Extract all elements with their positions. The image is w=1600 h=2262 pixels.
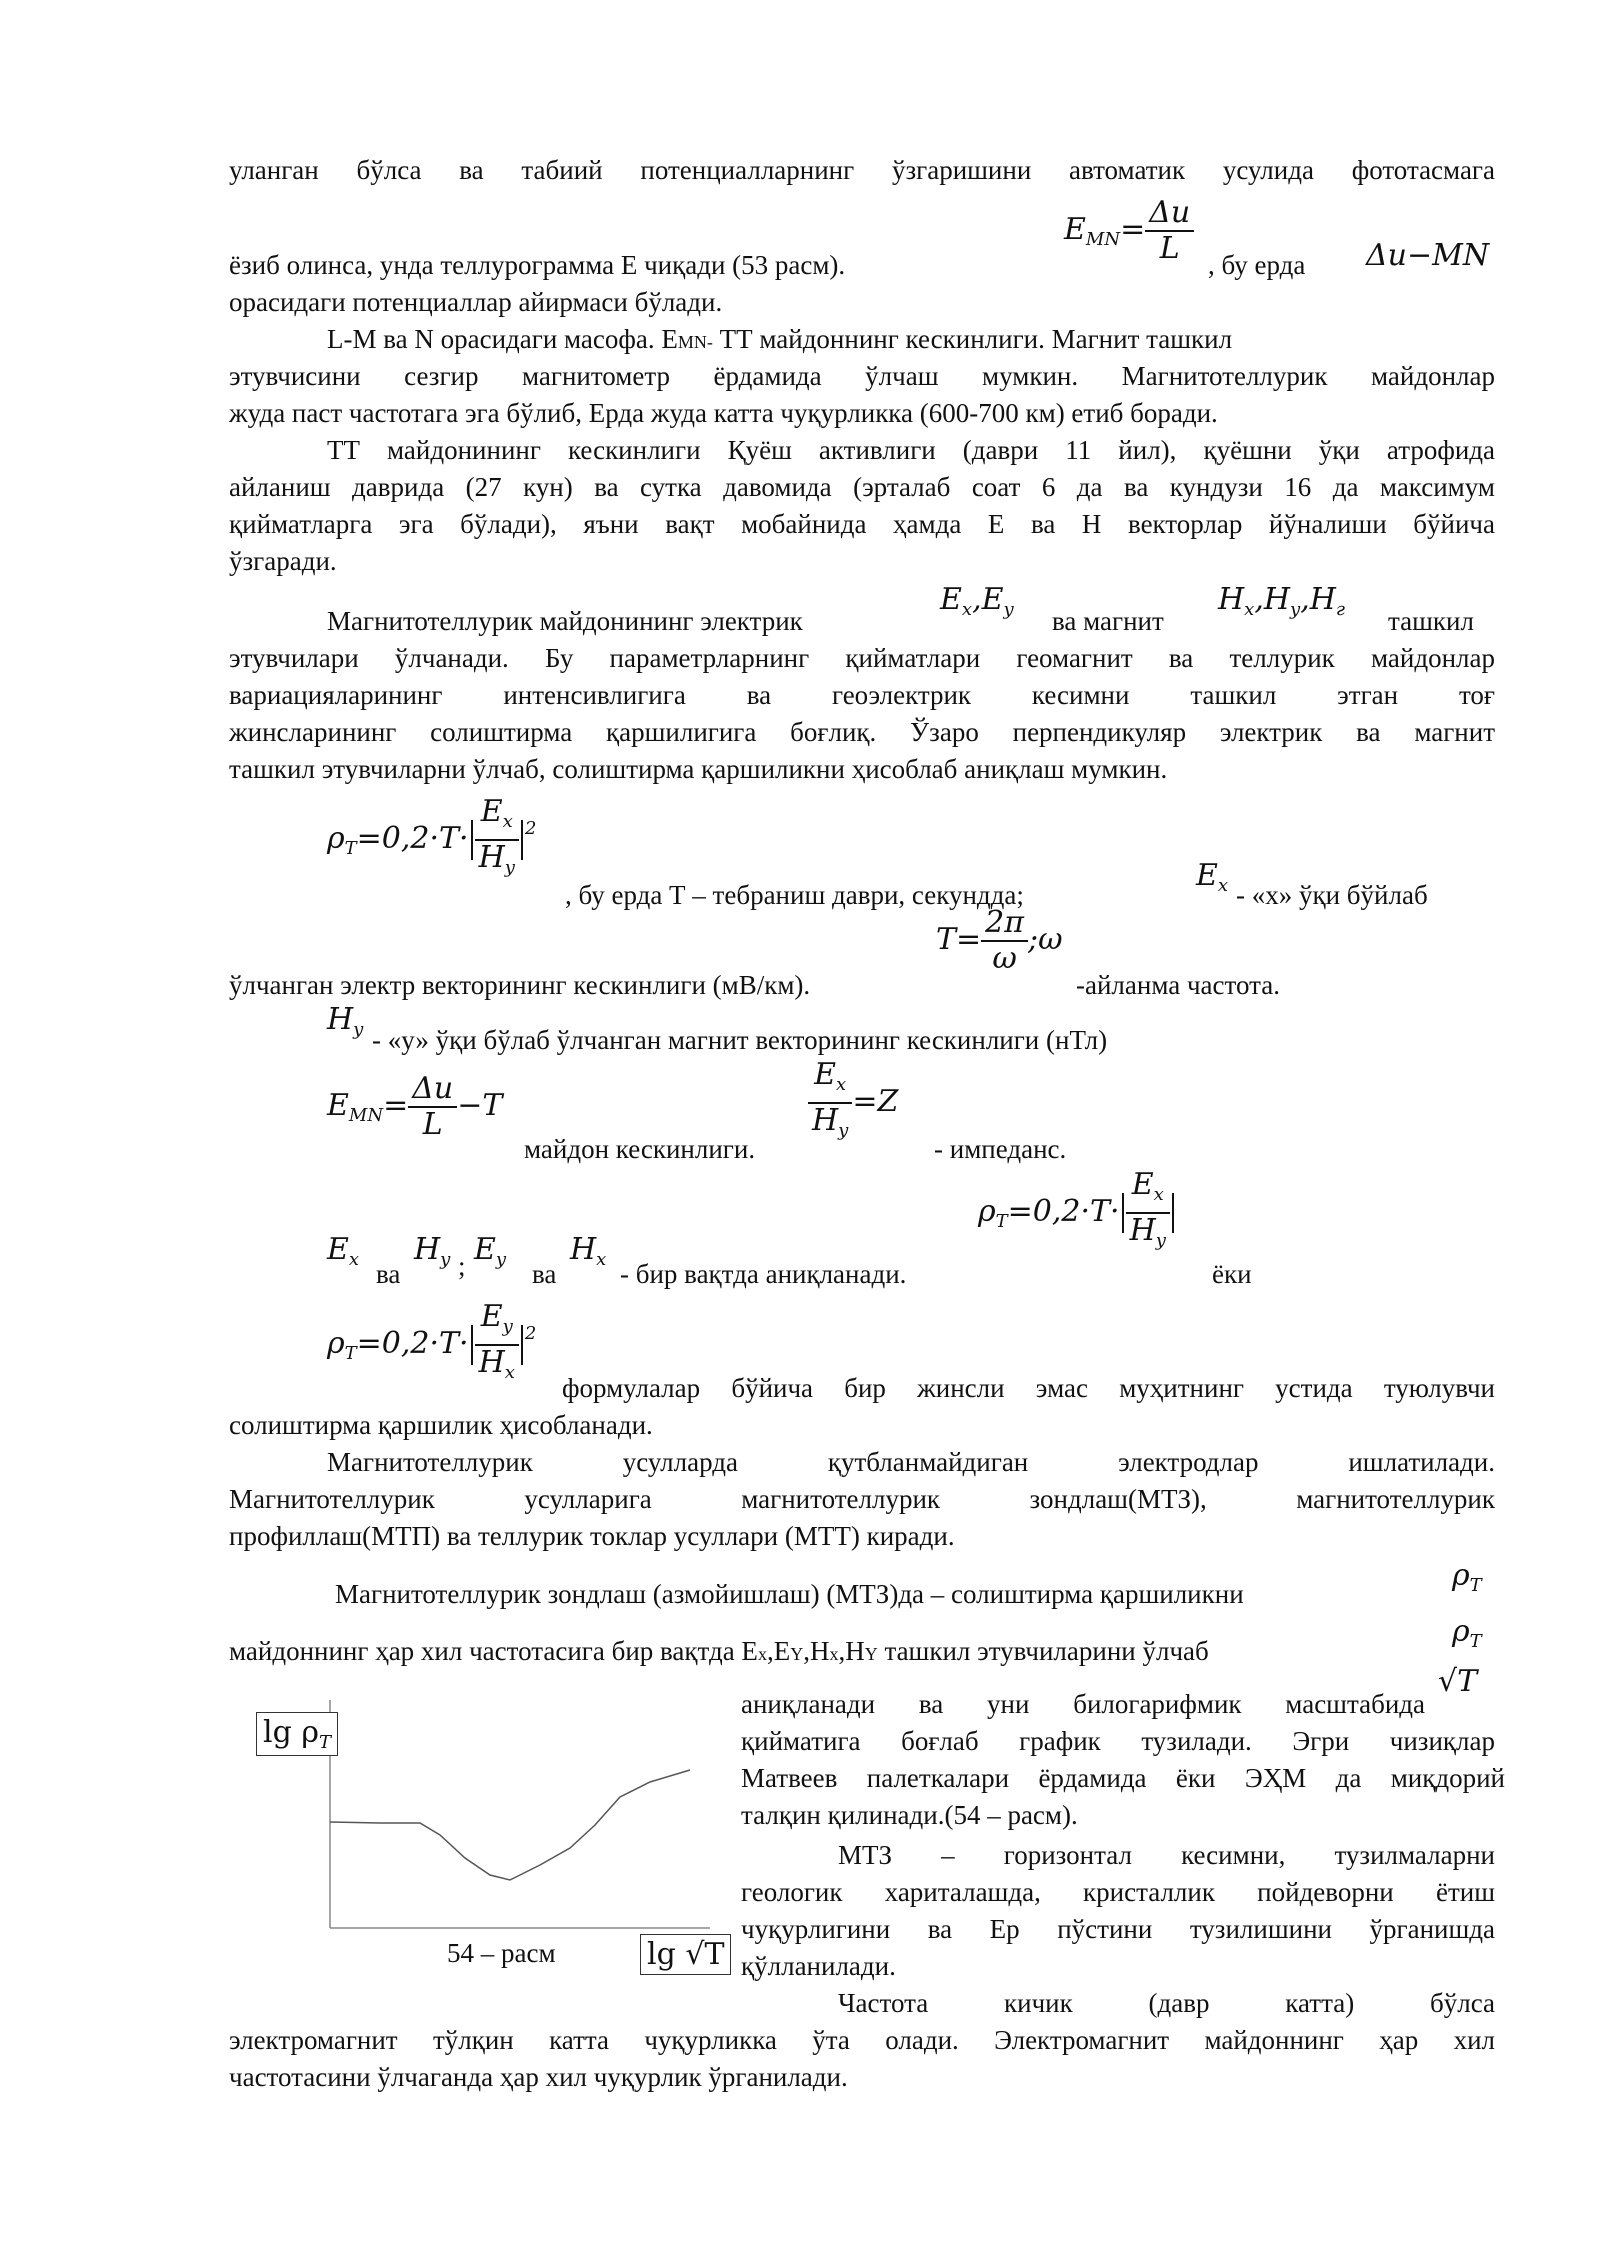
- text-line: МТЗ – горизонтал кесимни, тузилмаларни: [838, 1840, 1495, 1870]
- formula-hx: $H_x$: [570, 1232, 607, 1270]
- text-line: қийматларга эга бўлади), яъни вақт мобайнида ҳамда Е ва Н векторлар йўналиши бўйича: [229, 509, 1495, 539]
- formula-hy-2: $H_y$: [414, 1232, 451, 1270]
- text-line: ўлчанган электр векторининг кескинлиги (мВ/км).: [229, 970, 811, 1000]
- text-line: Магнитотеллурик майдонининг электрик: [327, 606, 803, 636]
- text-line: ТТ майдонининг кескинлиги Қуёш активлиги (даври 11 йил), қуёшни ўқи атрофида: [327, 435, 1495, 465]
- text-line: , бу ерда: [1208, 250, 1306, 280]
- text-line: жинсларининг солиштирма қаршилигига боғлиқ. Ўзаро перпендикуляр электрик ва магнит: [229, 717, 1495, 747]
- formula-rho-t-ey-hx-sq: $\rho_T=0,2\cdot T\cdot$ $\frac{E_y}{H_x}$ $^2$: [327, 1299, 537, 1383]
- formula-rho-t-2: $\rho_T$: [1452, 1614, 1482, 1652]
- y-axis-label: $\lg \rho_T$: [256, 1712, 338, 1756]
- text-line: электромагнит тўлқин катта чуқурликка ўта олади. Электромагнит майдоннинг ҳар хил: [229, 2025, 1495, 2055]
- figure-caption: 54 – расм: [447, 1938, 556, 1968]
- text-line: - импеданс.: [934, 1134, 1067, 1164]
- formula-impedance: $\frac{E_x}{H_y}$ =Z: [808, 1058, 898, 1148]
- text-line: майдоннинг ҳар хил частотасига бир вақтда Ex,EY,Hx,HY ташкил этувчиларини ўлчаб: [229, 1636, 1209, 1666]
- text-line: ташкил этувчиларни ўлчаб, солиштирма қаршиликни ҳисоблаб аниқлаш мумкин.: [229, 754, 1168, 784]
- text-line: Матвеев палеткалари ёрдамида ёки ЭҲМ да миқдорий: [741, 1763, 1505, 1793]
- text-line: ўзгаради.: [229, 546, 337, 576]
- text-line: ва: [376, 1259, 401, 1289]
- formula-rho-t-ex-hy: $\rho_T=0,2\cdot T\cdot$ $\frac{E_x}{H_y}$: [978, 1168, 1176, 1258]
- text-line: - «х» ўқи бўйлаб: [1236, 880, 1428, 910]
- text-line: қийматига боғлаб график тузилади. Эгри чизиқлар: [741, 1726, 1495, 1756]
- formula-emn-t: $E_{MN}=$ $\frac{\Delta u}{L}$ −T: [327, 1071, 503, 1142]
- text-line: айланиш даврида (27 кун) ва сутка давомида (эрталаб соат 6 да ва кундузи 16 да максимум: [229, 472, 1495, 502]
- text-line: профиллаш(МТП) ва теллурик токлар усуллари (МТТ) киради.: [229, 1521, 955, 1551]
- text-line: Магнитотеллурик усулларда қутбланмайдиган электродлар ишлатилади.: [327, 1447, 1495, 1477]
- text-line: Частота кичик (давр катта) бўлса: [838, 1988, 1495, 2018]
- text-line: солиштирма қаршилик ҳисобланади.: [229, 1410, 653, 1440]
- formula-sqrt-t: √T: [1438, 1664, 1478, 1699]
- text-line: ва: [532, 1259, 557, 1289]
- text-line: ;: [458, 1251, 466, 1281]
- formula-du-mn: Δu−MN: [1366, 238, 1490, 273]
- text-line: этувчилари ўлчанади. Бу параметрларнинг қийматлари геомагнит ва теллурик майдонлар: [229, 643, 1495, 673]
- formula-t-2pi-omega: T= $\frac{2\pi}{\omega}$ ;ω: [936, 905, 1063, 976]
- formula-hy: $H_y$: [327, 1002, 364, 1040]
- text-line: геологик хариталашда, кристаллик пойдеворни ётиш: [741, 1877, 1495, 1907]
- x-axis-label: lg √T: [640, 1934, 731, 1975]
- text-line: ва магнит: [1052, 606, 1164, 636]
- text-line: аниқланади ва уни билогарифмик масштабида: [741, 1689, 1425, 1719]
- formula-hx-hy-hz: $H_x,H_y,H_г$: [1218, 582, 1346, 620]
- text-line: вариацияларининг интенсивлигига ва геоэлектрик кесимни ташкил этган тоғ: [229, 680, 1495, 710]
- text-line: майдон кескинлиги.: [524, 1134, 756, 1164]
- apparent-resistivity-curve: [330, 1770, 690, 1880]
- text-line: талқин қилинади.(54 – расм).: [741, 1800, 1078, 1830]
- text-line: орасидаги потенциаллар айирмаси бўлади.: [229, 287, 723, 317]
- text-line: L-M ва N орасидаги масофа. EMN- ТТ майдоннинг кескинлиги. Магнит ташкил: [327, 324, 1233, 354]
- text-line: частотасини ўлчаганда ҳар хил чуқурлик ўрганилади.: [229, 2062, 848, 2092]
- text-line: , бу ерда Т – тебраниш даври, секундда;: [565, 880, 1024, 910]
- formula-ex: $E_x$: [1196, 858, 1229, 896]
- text-line: чуқурлигини ва Ер пўстини тузилишини ўрганишда: [741, 1914, 1495, 1944]
- text-line: жуда паст частотага эга бўлиб, Ерда жуда катта чуқурликка (600-700 км) етиб боради.: [229, 398, 1218, 428]
- text-line: -айланма частота.: [1076, 970, 1280, 1000]
- text-line: Магнитотеллурик усулларига магнитотеллурик зондлаш(МТЗ), магнитотеллурик: [229, 1484, 1495, 1514]
- text-line: - бир вақтда аниқланади.: [620, 1259, 907, 1289]
- text-line: Магнитотеллурик зондлаш (азмойишлаш) (МТЗ)да – солиштирма қаршиликни: [335, 1579, 1244, 1609]
- formula-ex-ey: $E_x,E_y$: [940, 582, 1014, 620]
- text-line: формулалар бўйича бир жинсли эмас муҳитнинг устида туюлувчи: [562, 1373, 1495, 1403]
- formula-emn: $E_{MN}=$ $\frac{\Delta u}{L}$: [1064, 196, 1194, 266]
- text-line: этувчисини сезгир магнитометр ёрдамида ўлчаш мумкин. Магнитотеллурик майдонлар: [229, 361, 1495, 391]
- text-line: уланган бўлса ва табиий потенциалларнинг ўзгаришини автоматик усулида фототасмага: [229, 155, 1495, 185]
- formula-ey: $E_y$: [474, 1232, 507, 1270]
- text-line: - «у» ўқи бўлаб ўлчанган магнит векторининг кескинлиги (нТл): [372, 1025, 1108, 1055]
- text-line: ёки: [1212, 1259, 1252, 1289]
- formula-rho-t: $\rho_T$: [1452, 1558, 1482, 1596]
- text-line: ташкил: [1388, 606, 1474, 636]
- formula-ex-2: $E_x$: [327, 1232, 360, 1270]
- text-line: қўлланилади.: [741, 1951, 896, 1981]
- formula-rho-t-ex-hy-sq: $\rho_T=0,2\cdot T\cdot$ $\frac{E_x}{H_y}$ $^2$: [327, 794, 537, 878]
- text-line: ёзиб олинса, унда теллурограмма Е чиқади (53 расм).: [229, 250, 846, 280]
